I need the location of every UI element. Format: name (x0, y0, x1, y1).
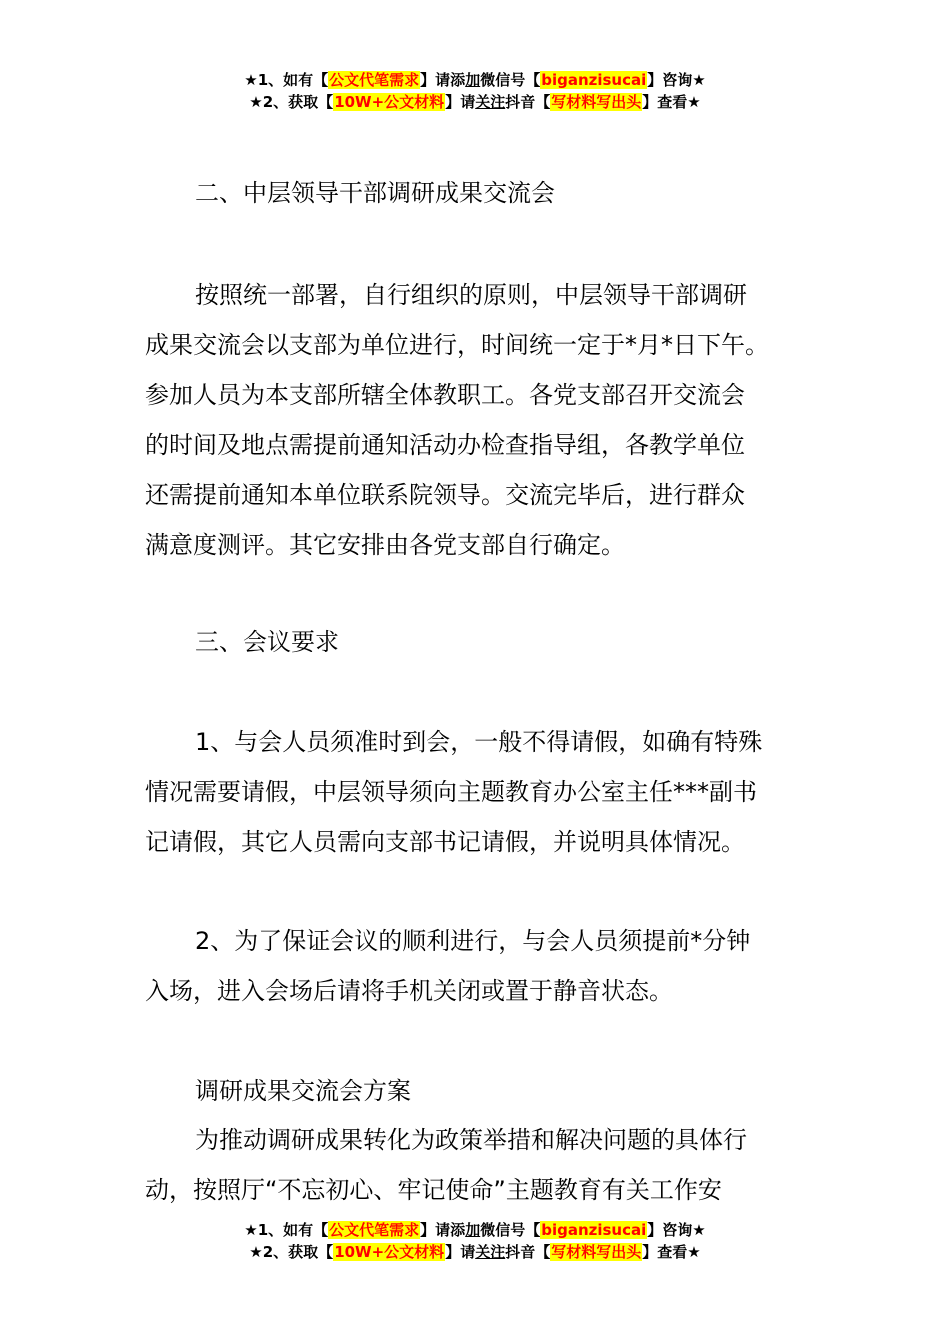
banner-underlined: 加 (465, 71, 481, 89)
banner-text: ★2、获取【 (249, 1243, 334, 1261)
banner-line-1 (0, 69, 950, 91)
next-doc-paragraph (145, 1115, 815, 1215)
banner-highlight: 写材料写出头 (551, 93, 642, 111)
banner-text: 微信号【 (480, 1221, 541, 1239)
banner-text: 抖音【 (505, 1243, 551, 1261)
banner-text: ★1、如有【 (244, 1221, 329, 1239)
banner-highlight: 公文代笔需求 (329, 71, 420, 89)
paragraph-line: 情况需要请假，中层领导须向主题教育办公室主任***副书 (145, 778, 757, 806)
bottom-banner (0, 1219, 950, 1263)
requirement-item-1 (145, 717, 815, 867)
paragraph-line: 为推动调研成果转化为政策举措和解决问题的具体行 (195, 1126, 747, 1154)
requirement-item-2 (145, 916, 815, 1016)
next-doc-title: 调研成果交流会方案 (195, 1077, 411, 1105)
banner-underlined: 关注 (475, 1243, 506, 1261)
paragraph-line: 的时间及地点需提前通知活动办检查指导组，各教学单位 (145, 431, 745, 459)
banner-text: 微信号【 (480, 71, 541, 89)
banner-text: 】咨询★ (647, 1221, 706, 1239)
banner-text: 】查看★ (642, 1243, 701, 1261)
section3-heading: 三、会议要求 (195, 628, 339, 656)
banner-highlight: 写材料写出头 (551, 1243, 642, 1261)
paragraph-line: 记请假，其它人员需向支部书记请假，并说明具体情况。 (145, 828, 745, 856)
banner-line-2 (0, 91, 950, 113)
banner-text: 】查看★ (642, 93, 701, 111)
banner-text: ★2、获取【 (249, 93, 334, 111)
paragraph-line: 1、与会人员须准时到会，一般不得请假，如确有特殊 (195, 728, 763, 756)
banner-text: ★1、如有【 (244, 71, 329, 89)
banner-text: 】请 (445, 1243, 476, 1261)
banner-highlight: 公文代笔需求 (329, 1221, 420, 1239)
banner-highlight: 10W+公文材料 (334, 1243, 445, 1261)
banner-text: 】咨询★ (647, 71, 706, 89)
paragraph-line: 动，按照厅“不忘初心、牢记使命”主题教育有关工作安 (145, 1176, 722, 1204)
banner-line-1 (0, 1219, 950, 1241)
banner-highlight: biganzisucai (541, 71, 647, 89)
paragraph-line: 满意度测评。其它安排由各党支部自行确定。 (145, 531, 625, 559)
paragraph-line: 成果交流会以支部为单位进行，时间统一定于*月*日下午。 (145, 331, 769, 359)
banner-underlined: 关注 (475, 93, 506, 111)
banner-text: 】请添 (420, 71, 466, 89)
paragraph-line: 参加人员为本支部所辖全体教职工。各党支部召开交流会 (145, 381, 745, 409)
banner-text: 抖音【 (505, 93, 551, 111)
paragraph-line: 2、为了保证会议的顺利进行，与会人员须提前*分钟 (195, 927, 751, 955)
top-banner (0, 69, 950, 113)
banner-text: 】请添 (420, 1221, 466, 1239)
banner-highlight: 10W+公文材料 (334, 93, 445, 111)
section2-heading: 二、中层领导干部调研成果交流会 (195, 179, 555, 207)
banner-text: 】请 (445, 93, 476, 111)
paragraph-line: 按照统一部署，自行组织的原则，中层领导干部调研 (195, 281, 747, 309)
paragraph-line: 入场，进入会场后请将手机关闭或置于静音状态。 (145, 977, 673, 1005)
banner-underlined: 加 (465, 1221, 481, 1239)
banner-highlight: biganzisucai (541, 1221, 647, 1239)
paragraph-line: 还需提前通知本单位联系院领导。交流完毕后，进行群众 (145, 481, 745, 509)
banner-line-2 (0, 1241, 950, 1263)
section2-paragraph (145, 270, 815, 570)
